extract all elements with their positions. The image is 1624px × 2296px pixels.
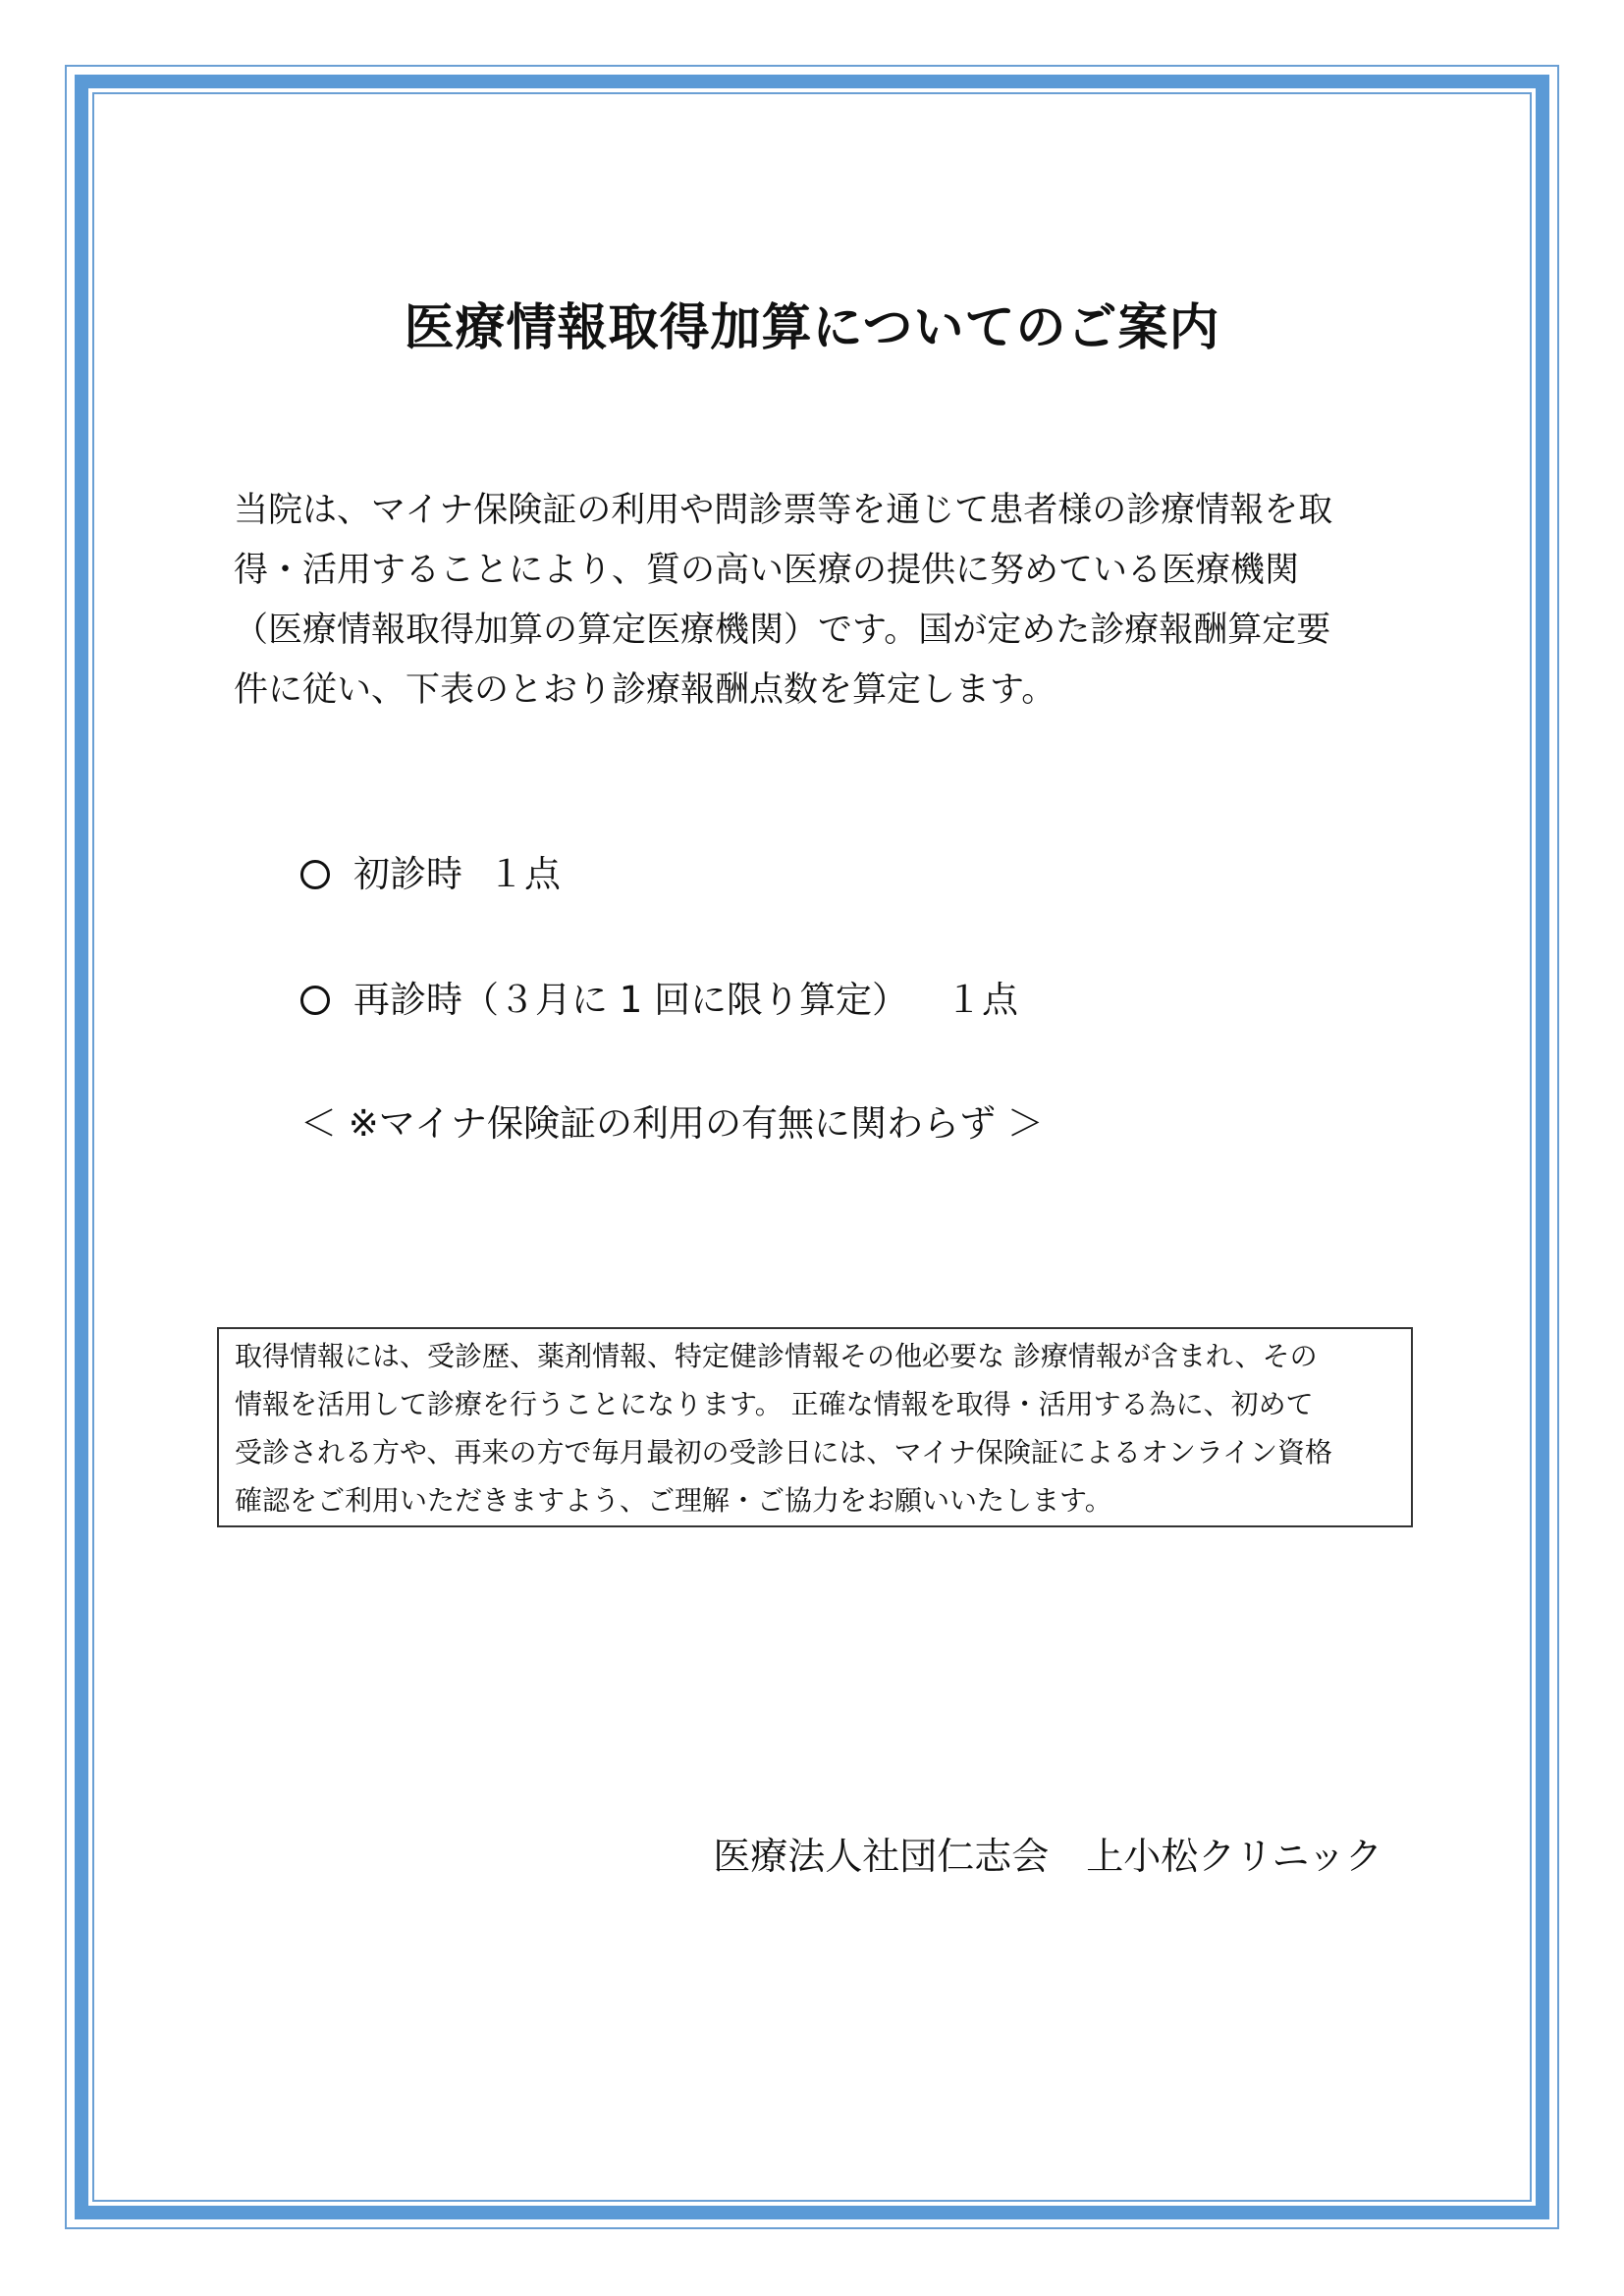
circle-bullet-icon (300, 860, 330, 889)
point-item-revisit (300, 970, 1018, 1023)
notice-line: 取得情報には、受診歴、薬剤情報、特定健診情報その他必要な 診療情報が含まれ、その (235, 1340, 1318, 1372)
notice-line: 情報を活用して診療を行うことになります。 正確な情報を取得・活用する為に、初めて (235, 1388, 1314, 1420)
clinic-signature: 医療法人社団仁志会 上小松クリニック (713, 1835, 1382, 1878)
point-item-first-visit (300, 844, 561, 897)
intro-paragraph (234, 481, 1392, 721)
point-label: 初診時 (353, 853, 462, 895)
point-label: 再診時（３月に 1 回に限り算定） (353, 979, 909, 1021)
info-notice-box (217, 1327, 1413, 1527)
point-value: １点 (946, 979, 1019, 1021)
intro-line: 件に従い、下表のとおり診療報酬点数を算定します。 (234, 670, 1056, 710)
intro-line: 得・活用することにより、質の高い医療の提供に努めている医療機関 (234, 551, 1300, 590)
notice-line: 受診される方や、再来の方で毎月最初の受診日には、マイナ保険証によるオンライン資格 (235, 1436, 1333, 1468)
intro-line: （医療情報取得加算の算定医療機関）です。国が定めた診療報酬算定要 (234, 611, 1331, 650)
point-note: ＜ ※マイナ保険証の利用の有無に関わらず ＞ (300, 1102, 1044, 1145)
page-border-inner (92, 92, 1532, 2202)
notice-line: 確認をご利用いただきますよう、ご理解・ご協力をお願いいたします。 (235, 1484, 1112, 1517)
circle-bullet-icon (300, 986, 330, 1015)
point-value: １点 (488, 853, 561, 895)
intro-line: 当院は、マイナ保険証の利用や問診票等を通じて患者様の診療情報を取 (234, 491, 1333, 530)
document-title: 医療情報取得加算についてのご案内 (404, 299, 1220, 357)
